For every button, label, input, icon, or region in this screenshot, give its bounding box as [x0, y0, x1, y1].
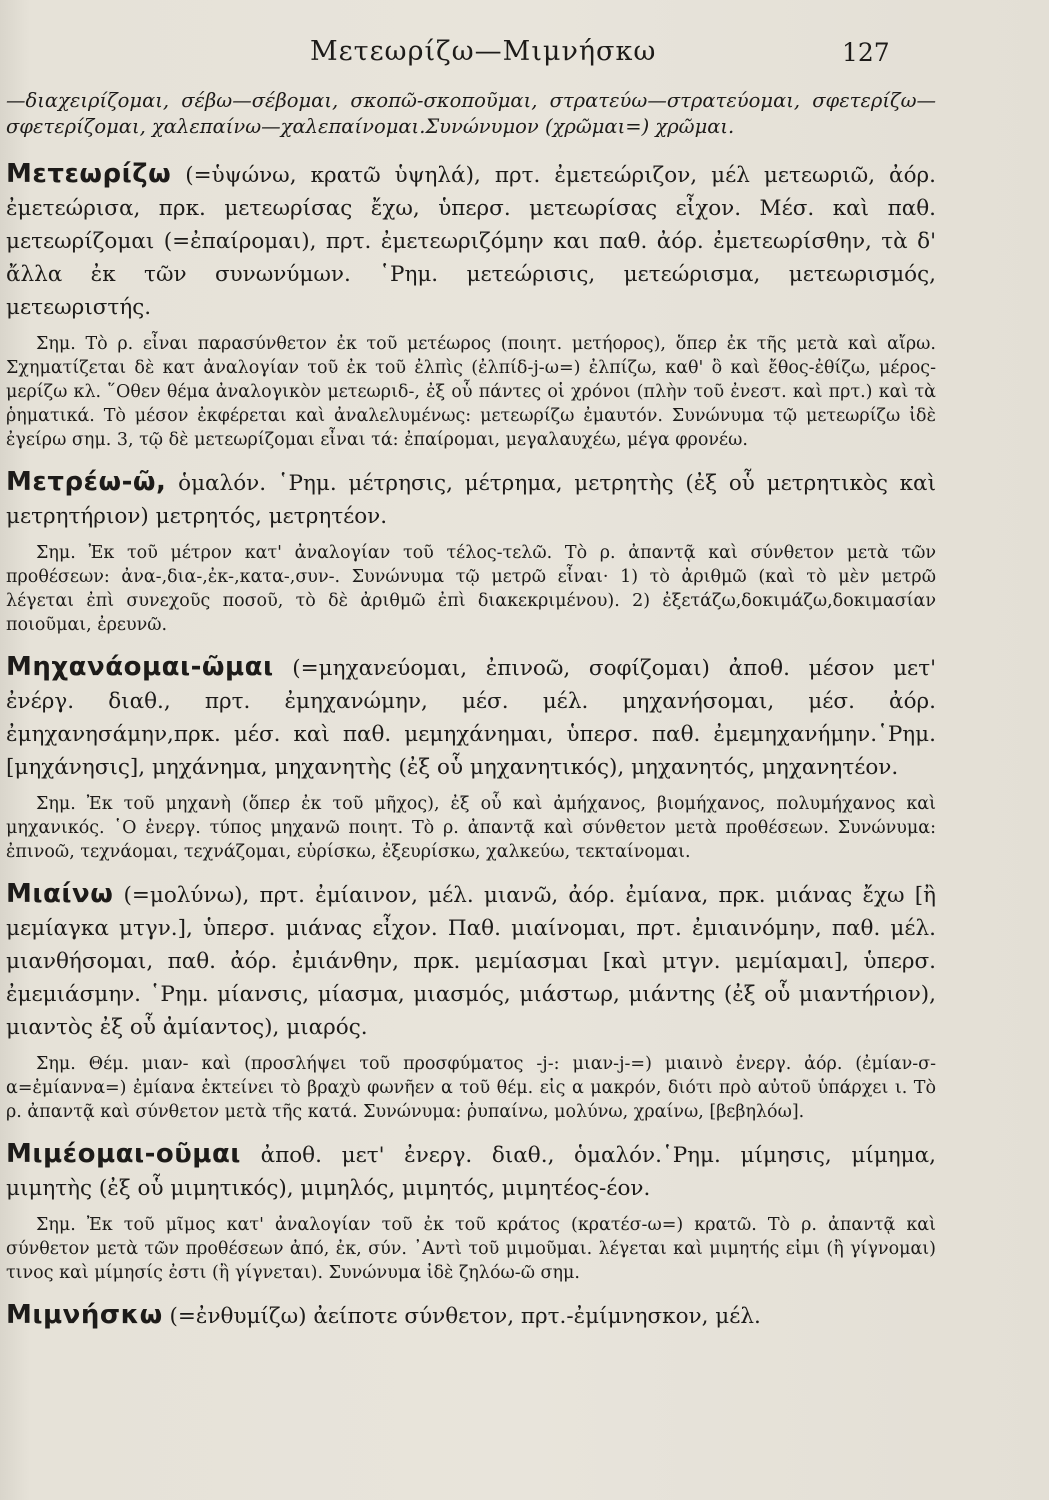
entry-miainw	[6, 878, 936, 1124]
entry-note: Σημ. Θέμ. μιαν- καὶ (προσλήψει τοῦ προσφύματος -j-: μιαν-j-=) μιαινὸ ἐνεργ. ἀόρ. (ἐμίαν-σ-α=ἐμίαννα=) ἐμίανα ἐκτείνει τὸ βραχὺ φωνῆεν α τοῦ θέμ. εἰς α μακρόν, διότι πρὸ αὐτοῦ ὑπάρχει ι. Τὸ ρ. ἀπαντᾷ καὶ σύνθετον μετὰ τῆς κατά. Συνώνυμα: ῥυπαίνω, μολύνω, χραίνω, [βεβηλόω].	[6, 1054, 936, 1122]
headword: Μηχανάομαι-ῶμαι	[6, 652, 274, 682]
headword: Μιαίνω	[6, 879, 114, 909]
dictionary-body	[6, 88, 936, 1341]
entry-body: ἀποθ. μετ' ἐνεργ. διαθ., ὁμαλόν.῾Ρημ. μίμησις, μίμημα, μιμητὴς (ἐξ οὗ μιμητικός), μιμηλός, μιμητός, μιμητέος-έον.	[6, 1143, 936, 1201]
page-number: 127	[842, 38, 890, 67]
entry-body: (=μηχανεύομαι, ἐπινοῶ, σοφίζομαι) ἀποθ. μέσον μετ' ἐνέργ. διαθ., πρτ. ἐμηχανώμην, μέσ. μέλ. μηχανήσομαι, μέσ. ἀόρ. ἐμηχανησάμην,πρκ. μέσ. καὶ παθ. μεμηχάνημαι, ὑπερσ. παθ. ἐμεμηχανήμην.῾Ρημ. [μηχάνησις], μηχάνημα, μηχανητὴς (ἐξ οὗ μηχανητικός), μηχανητός, μηχανητέον.	[6, 656, 937, 780]
entry-metewrizw	[6, 158, 936, 452]
headword: Μετεωρίζω	[6, 159, 172, 189]
entry-mimeomai	[6, 1138, 936, 1285]
headword: Μετρέω-ῶ,	[6, 467, 167, 497]
headword: Μιμέομαι-οῦμαι	[6, 1139, 241, 1169]
entry-mhxanaomai	[6, 651, 936, 864]
entry-body: (=μολύνω), πρτ. ἐμίαινον, μέλ. μιανῶ, ἀόρ. ἐμίανα, πρκ. μιάνας ἔχω [ἢ μεμίαγκα μτγν.], ὑπερσ. μιάνας εἶχον. Παθ. μιαίνομαι, πρτ. ἐμιαινόμην, παθ. μέλ. μιανθήσομαι, παθ. ἀόρ. ἐμιάνθην, πρκ. μεμίασμαι [καὶ μτγν. μεμίαμαι], ὑπερσ. ἐμεμιάσμην. ῾Ρημ. μίανσις, μίασμα, μιασμός, μιάστωρ, μιάντης (ἐξ οὗ μιαντήριον), μιαντὸς ἐξ οὗ ἀμίαντος), μιαρός.	[6, 883, 936, 1040]
entry-body: (=ὑψώνω, κρατῶ ὑψηλά), πρτ. ἐμετεώριζον, μέλ μετεωριῶ, ἀόρ. ἐμετεώρισα, πρκ. μετεωρίσας ἔχω, ὑπερσ. μετεωρίσας εἶχον. Μέσ. καὶ παθ. μετεωρίζομαι (=ἐπαίρομαι), πρτ. ἐμετεωριζόμην και παθ. ἀόρ. ἐμετεωρίσθην, τὰ δ' ἄλλα ἐκ τῶν συνωνύμων. ῾Ρημ. μετεώρισις, μετεώρισμα, μετεωρισμός, μετεωριστής.	[6, 163, 936, 320]
entry-note: Σημ. Ἐκ τοῦ μέτρον κατ' ἀναλογίαν τοῦ τέλος-τελῶ. Τὸ ρ. ἀπαντᾷ καὶ σύνθετον μετὰ τῶν προθέσεων: ἀνα-,δια-,ἐκ-,κατα-,συν-. Συνώνυμα τῷ μετρῶ εἶναι· 1) τὸ ἀριθμῶ (καὶ τὸ μὲν μετρῶ λέγεται ἐπὶ συνεχοῦς ποσοῦ, τὸ δὲ ἀριθμῶ ἐπὶ διακεκριμένου). 2) ἐξετάζω,δοκιμάζω,δοκιμασίαν ποιοῦμαι, ἐρευνῶ.	[6, 543, 936, 635]
entry-note: Σημ. Ἐκ τοῦ μῖμος κατ' ἀναλογίαν τοῦ ἐκ τοῦ κράτος (κρατέσ-ω=) κρατῶ. Τὸ ρ. ἀπαντᾷ καὶ σύνθετον μετὰ τῶν προθέσεων ἀπό, ἐκ, σύν. ᾿Αντὶ τοῦ μιμοῦμαι. λέγεται καὶ μιμητής εἰμι (ἢ γίγνομαι) τινος καὶ μίμησίς ἐστι (ἢ γίγνεται). Συνώνυμα ἰδὲ ζηλόω-ῶ σημ.	[6, 1215, 936, 1283]
entry-note: Σημ. Τὸ ρ. εἶναι παρασύνθετον ἐκ τοῦ μετέωρος (ποιητ. μετήορος), ὅπερ ἐκ τῆς μετὰ καὶ αἴρω. Σχηματίζεται δὲ κατ ἀναλογίαν τοῦ ἐκ τοῦ ἐλπὶς (ἐλπίδ-j-ω=) ἐλπίζω, καθ' ὃ καὶ ἔθος-ἐθίζω, μέρος-μερίζω κλ. ῞Οθεν θέμα ἀναλογικὸν μετεωριδ-, ἐξ οὗ πάντες οἱ χρόνοι (πλὴν τοῦ ἐνεστ. καὶ πρτ.) καὶ τὰ ῥηματικά. Τὸ μέσον ἐκφέρεται καὶ ἀναλελυμένως: μετεωρίζω ἐμαυτόν. Συνώνυμα τῷ μετεωρίζω ἰδὲ ἐγείρω σημ. 3, τῷ δὲ μετεωρίζομαι εἶναι τά: ἐπαίρομαι, μεγαλαυχέω, μέγα φρονέω.	[6, 334, 936, 450]
entry-note: Σημ. Ἐκ τοῦ μηχανὴ (ὅπερ ἐκ τοῦ μῆχος), ἐξ οὗ καὶ ἀμήχανος, βιομήχανος, πολυμήχανος καὶ μηχανικός. ῾Ο ἐνεργ. τύπος μηχανῶ ποιητ. Τὸ ρ. ἀπαντᾷ καὶ σύνθετον μετὰ προθέσεων. Συνώνυμα: ἐπινοῶ, τεχνάομαι, τεχνάζομαι, εὑρίσκω, ἐξευρίσκω, χαλκεύω, τεκταίνομαι.	[6, 794, 936, 862]
headword: Μιμνήσκω	[6, 1300, 163, 1330]
entry-mimnhskw	[6, 1299, 936, 1333]
continuation-text: —διαχειρίζομαι, σέβω—σέβομαι, σκοπῶ-σκοποῦμαι, στρατεύω—στρατεύομαι, σφετερίζω—σφετερίζομαι, χαλεπαίνω—χαλεπαίνομαι.Συνώνυμον (χρῶμαι=) χρῶμαι.	[6, 89, 936, 138]
running-title: Μετεωρίζω—Μιμνήσκω	[310, 36, 657, 67]
entry-body: (=ἐνθυμίζω) ἀείποτε σύνθετον, πρτ.-ἐμίμνησκον, μέλ.	[169, 1304, 761, 1329]
entry-metrew	[6, 466, 936, 637]
page-header	[0, 36, 1049, 70]
entry-body: ὁμαλόν. ῾Ρημ. μέτρησις, μέτρημα, μετρητὴς (ἐξ οὗ μετρητικὸς καὶ μετρητήριον) μετρητός, μετρητέον.	[6, 471, 936, 529]
